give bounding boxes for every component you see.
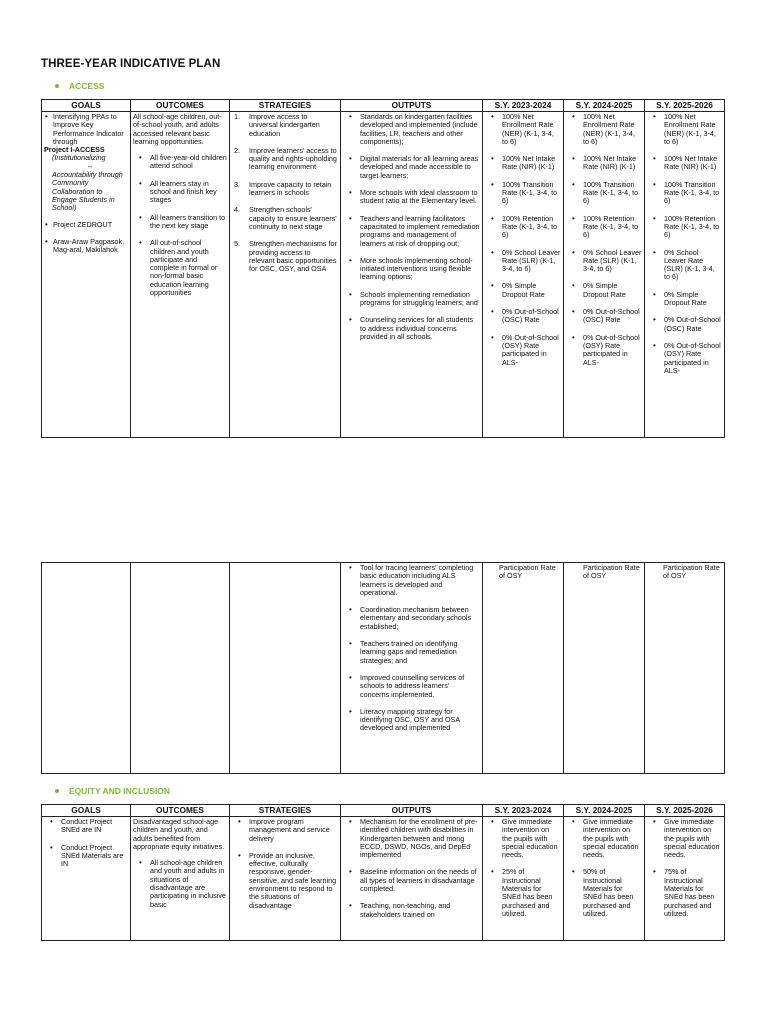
header-goals: GOALS — [42, 805, 131, 817]
list-item: • Teaching, non-teaching, and stakeholders trained on — [343, 902, 480, 919]
header-row — [42, 805, 725, 817]
header-sy-2024: S.Y. 2024-2025 — [564, 805, 645, 817]
outcomes-cell — [131, 563, 230, 774]
access-continuation-table — [41, 562, 725, 774]
list-item: • More schools with ideal classroom to student ratio at the Elementary level. — [343, 189, 480, 206]
list-item: • 100% Transition Rate (K-1, 3-4, to 6) — [566, 181, 642, 206]
list-item: • 0% School Leaver Rate (SLR) (K-1, 3-4, to 6) — [647, 249, 722, 282]
list-item: • Conduct Project SNEd are IN — [44, 818, 128, 835]
sy-2024-cell: Participation Rate of OSY — [564, 563, 645, 774]
header-outcomes: OUTCOMES — [131, 805, 230, 817]
list-item: • 0% Out-of-School (OSC) Rate — [566, 308, 642, 325]
header-sy-2025: S.Y. 2025-2026 — [645, 805, 725, 817]
outcomes-cell: All school-age children, out-of-school youth, and adults accessed relevant basic learning opportunities. • All five-year-old children attend school • All learners stay in school and finish key stages • All learners transition to the next key stage • All out-of-school children and youth participate and complete in formal or non-formal basic education learning opportunities — [131, 112, 230, 438]
header-sy-2024: S.Y. 2024-2025 — [564, 100, 645, 112]
outcomes-cell: Disadvantaged school-age children and youth, and adults benefited from appropriate equity initiatives. • All school-age children and youth and adults in situations of disadvantage are participating in inclusive basic — [131, 817, 230, 941]
list-item: • Araw-Araw Pagpasok, Mag-aral, Makilahok — [44, 238, 128, 255]
list-item: • 25% of Instructional Materials for SNEd has been purchased and utilized. — [485, 868, 561, 918]
list-item: • Give immediate intervention on the pupils with special education needs. — [566, 818, 642, 859]
header-outputs: OUTPUTS — [341, 805, 483, 817]
header-sy-2025: S.Y. 2025-2026 — [645, 100, 725, 112]
section-heading-equity: EQUITY AND INCLUSION — [55, 786, 170, 796]
list-item: • Improve program management and service delivery — [232, 818, 338, 843]
header-sy-2023: S.Y. 2023-2024 — [483, 805, 564, 817]
list-item: • All learners stay in school and finish key stages — [133, 180, 227, 205]
list-item: • 0% Simple Dropout Rate — [566, 282, 642, 299]
list-item: • Coordination mechanism between elementary and secondary schools established; — [343, 606, 480, 631]
list-item: • Baseline information on the needs of all types of learners in disadvantage completed. — [343, 868, 480, 893]
header-row — [42, 100, 725, 112]
sy-2023-cell — [483, 817, 564, 941]
sy-2024-cell — [564, 112, 645, 438]
list-item: • 100% Net Intake Rate (NIR) (K-1) — [485, 155, 561, 172]
sy-2025-cell — [645, 112, 725, 438]
strategies-cell — [230, 563, 341, 774]
list-item: • 100% Net Enrollment Rate (NER) (K-1, 3-4, to 6) — [485, 113, 561, 146]
goals-cell — [42, 817, 131, 941]
header-outcomes: OUTCOMES — [131, 100, 230, 112]
page-title: THREE-YEAR INDICATIVE PLAN — [41, 58, 221, 70]
list-item: • 100% Retention Rate (K-1, 3-4, to 6) — [485, 215, 561, 240]
list-item: • Intensifying PPAs to Improve Key Performance Indicator through — [44, 113, 128, 146]
list-item: 4. Strengthen schools' capacity to ensure learners' continuity to next stage — [234, 205, 337, 231]
list-item: • 100% Retention Rate (K-1, 3-4, to 6) — [566, 215, 642, 240]
list-item: • Give immediate intervention on the pupils with special education needs. — [485, 818, 561, 859]
list-item: • All five-year-old children attend school — [133, 154, 227, 171]
header-strategies: STRATEGIES — [230, 805, 341, 817]
list-item: • All learners transition to the next key stage — [133, 214, 227, 231]
header-goals: GOALS — [42, 100, 131, 112]
section-heading-access: ACCESS — [55, 81, 104, 91]
table-row — [42, 563, 725, 774]
goals-cell — [42, 563, 131, 774]
list-item: • All out-of-school children and youth participate and complete in formal or non-formal basic education learning opportunities — [133, 239, 227, 297]
list-item: 5. Strengthen mechanisms for providing access to relevant basic opportunities for OSC, OSY, and OSA — [234, 239, 337, 274]
outputs-cell — [341, 817, 483, 941]
list-item: 1. Improve access to universal kindergarten education — [234, 112, 320, 138]
strategies-cell — [230, 817, 341, 941]
list-item: • Literacy mapping strategy for identifying OSC, OSY and OSA developed and implemented — [343, 708, 480, 733]
list-item: • Digital materials for all learning areas developed and made accessible to target learners; — [343, 155, 480, 180]
sy-2023-cell: Participation Rate of OSY — [483, 563, 564, 774]
list-item: 2. Improve learners' access to quality and rights-upholding learning environment — [234, 145, 337, 172]
list-item: • More schools implementing school-initiated interventions using flexible learning options; — [343, 257, 480, 282]
list-item: • Improved counselling services of schools to address learners' concerns implemented. — [343, 674, 480, 699]
goals-cell: • Intensifying PPAs to Improve Key Performance Indicator through Project I-ACCESS (Institutionalizing -- Accountability through Community Collaboration to Engage Students in School) • Project ZEDROUT • Araw-Araw Pagpasok, Mag-aral, Makilahok — [42, 112, 131, 438]
list-item: • 0% Simple Dropout Rate — [485, 282, 561, 299]
list-item: • Mechanism for the enrollment of pre-identified children with disabilities in Kindergarten between and mong ECCD, DSWD, NGOs, and DepEd implemented — [343, 818, 480, 859]
list-item: • 50% of Instructional Materials for SNEd has been purchased and utilized. — [566, 868, 642, 918]
list-item: • Teachers trained on identifying learning gaps and remediation strategies; and — [343, 640, 480, 665]
list-item: • 100% Transition Rate (K-1, 3-4, to 6) — [485, 181, 561, 206]
list-item: • Schools implementing remediation programs for struggling learners; and — [343, 291, 480, 308]
equity-table — [41, 804, 725, 941]
outputs-cell — [341, 112, 483, 438]
access-table — [41, 99, 725, 438]
list-item: 3. Improve capacity to retain learners in schools — [234, 179, 332, 198]
list-item: • Provide an inclusive, effective, culturally responsive, gender-sensitive, and safe learning environment to respond to the situations of disadvantage — [232, 852, 338, 910]
list-item: • 0% Out-of-School (OSC) Rate — [647, 316, 722, 333]
list-item: • Give immediate intervention on the pupils with special education needs. — [647, 818, 722, 859]
list-item: • 100% Net Enrollment Rate (NER) (K-1, 3-4, to 6) — [647, 113, 722, 146]
list-item: • 100% Net Intake Rate (NIR) (K-1) — [647, 155, 722, 172]
list-item: • Conduct Project SNEd Materials are IN — [44, 844, 128, 869]
sy-2024-cell — [564, 817, 645, 941]
bullet-icon — [55, 789, 59, 793]
list-item: • All school-age children and youth and adults in situations of disadvantage are participating in inclusive basic — [133, 859, 227, 909]
bullet-icon — [55, 84, 59, 88]
list-item: • 100% Retention Rate (K-1, 3-4, to 6) — [647, 215, 722, 240]
list-item: • Project ZEDROUT — [44, 221, 128, 229]
list-item: • 0% Out-of-School (OSY) Rate participated in ALS- — [647, 342, 722, 375]
list-item: • Standards on kindergarten facilities developed and implemented (include facilities, LR, teachers and other components); — [343, 113, 480, 146]
list-item: • Tool for tracing learners' completing basic education including ALS learners is developed and operational. — [343, 564, 480, 597]
list-item: • 0% Out-of-School (OSY) Rate participated in ALS- — [566, 334, 642, 367]
sy-2023-cell — [483, 112, 564, 438]
list-item: • 100% Transition Rate (K-1, 3-4, to 6) — [647, 181, 722, 206]
list-item: • 0% Simple Dropout Rate — [647, 291, 722, 308]
list-item: • 0% School Leaver Rate (SLR) (K-1, 3-4, to 6) — [566, 249, 642, 274]
list-item: • 0% Out-of-School (OSY) Rate participated in ALS- — [485, 334, 561, 367]
header-outputs: OUTPUTS — [341, 100, 483, 112]
list-item: • 0% School Leaver Rate (SLR) (K-1, 3-4, to 6) — [485, 249, 561, 274]
sy-2025-cell: Participation Rate of OSY — [645, 563, 725, 774]
sy-2025-cell — [645, 817, 725, 941]
outputs-cell — [341, 563, 483, 774]
list-item: • 100% Net Intake Rate (NIR) (K-1) — [566, 155, 642, 172]
header-sy-2023: S.Y. 2023-2024 — [483, 100, 564, 112]
header-strategies: STRATEGIES — [230, 100, 341, 112]
list-item: • Counseling services for all students to address individual concerns provided in all schools. — [343, 316, 480, 341]
list-item: • 0% Out-of-School (OSC) Rate — [485, 308, 561, 325]
table-row — [42, 112, 725, 438]
list-item: • Teachers and learning facilitators capacitated to implement remediation programs and management of learners at risk of dropping out; — [343, 215, 480, 248]
list-item: • 100% Net Enrollment Rate (NER) (K-1, 3-4, to 6) — [566, 113, 642, 146]
strategies-cell — [230, 112, 341, 438]
list-item: • 75% of Instructional Materials for SNEd has been purchased and utilized. — [647, 868, 722, 918]
table-row — [42, 817, 725, 941]
